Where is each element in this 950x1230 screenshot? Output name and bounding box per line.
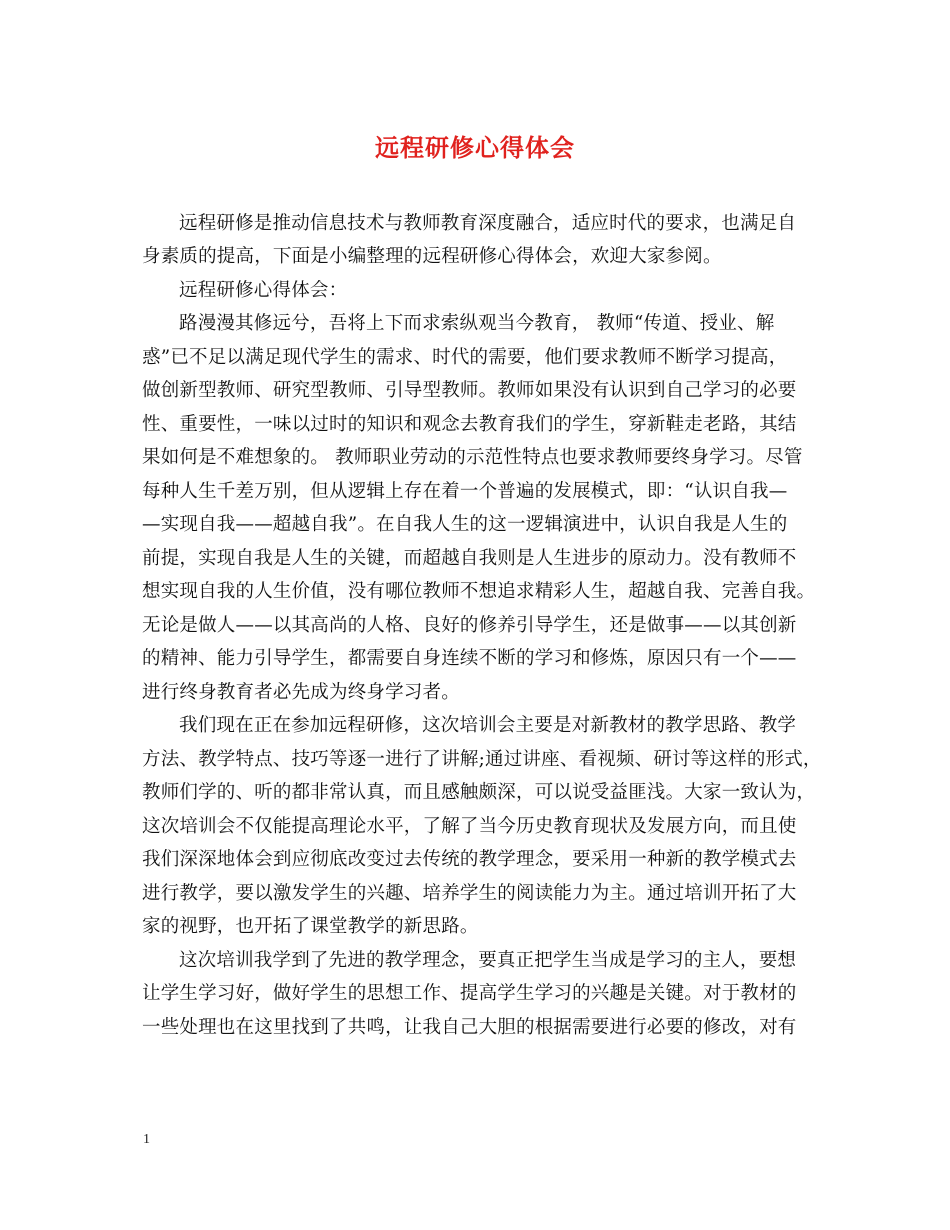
text-line: 我们深深地体会到应彻底改变过去传统的教学理念，要采用一种新的教学模式去 xyxy=(142,849,797,870)
text-line: 我们现在正在参加远程研修，这次培训会主要是对新教材的教学思路、教学 xyxy=(179,715,797,736)
text-line: 教师们学的、听的都非常认真，而且感触颇深，可以说受益匪浅。大家一致认为， xyxy=(142,782,816,803)
text-line: 家的视野，也开拓了课堂教学的新思路。 xyxy=(142,916,479,937)
text-line: 身素质的提高，下面是小编整理的远程研修心得体会，欢迎大家参阅。 xyxy=(142,246,722,267)
text-line: 性、重要性，一味以过时的知识和观念去教育我们的学生，穿新鞋走老路，其结 xyxy=(142,414,797,435)
text-line: 进行教学，要以激发学生的兴趣、培养学生的阅读能力为主。通过培训开拓了大 xyxy=(142,883,797,904)
text-line: 前提，实现自我是人生的关键，而超越自我则是人生进步的原动力。没有教师不 xyxy=(142,548,797,569)
text-line: 远程研修是推动信息技术与教师教育深度融合，适应时代的要求，也满足自 xyxy=(179,213,797,234)
text-line: 进行终身教育者必先成为终身学习者。 xyxy=(142,682,460,703)
text-line: 做创新型教师、研究型教师、引导型教师。教师如果没有认识到自己学习的必要 xyxy=(142,380,797,401)
text-line: 果如何是不难想象的。 教师职业劳动的示范性特点也要求教师要终身学习。尽管 xyxy=(142,447,803,468)
text-line: 让学生学习好，做好学生的思想工作、提高学生学习的兴趣是关键。对于教材的 xyxy=(142,983,797,1004)
text-line: 惑”已不足以满足现代学生的需求、时代的需要，他们要求教师不断学习提高， xyxy=(142,347,788,368)
text-line: 远程研修心得体会： xyxy=(179,280,348,301)
text-line: 这次培训我学到了先进的教学理念，要真正把学生当成是学习的主人，要想 xyxy=(179,950,797,971)
text-line: 想实现自我的人生价值，没有哪位教师不想追求精彩人生，超越自我、完善自我。 xyxy=(142,581,816,602)
text-line: —实现自我——超越自我”。在自我人生的这一逻辑演进中，认识自我是人生的 xyxy=(142,514,788,535)
text-line: 每种人生千差万别，但从逻辑上存在着一个普遍的发展模式，即：“认识自我— xyxy=(142,481,788,502)
text-line: 的精神、能力引导学生，都需要自身连续不断的学习和修炼，原因只有一个—— xyxy=(142,648,797,669)
document-title: 远程研修心得体会 xyxy=(375,133,575,162)
text-line: 路漫漫其修远兮，吾将上下而求索纵观当今教育， 教师“传道、授业、解 xyxy=(179,313,775,334)
text-line: 一些处理也在这里找到了共鸣，让我自己大胆的根据需要进行必要的修改，对有 xyxy=(142,1017,797,1038)
text-line: 方法、教学特点、技巧等逐一进行了讲解;通过讲座、看视频、研讨等这样的形式， xyxy=(142,749,822,770)
text-line: 无论是做人——以其高尚的人格、良好的修养引导学生，还是做事——以其创新 xyxy=(142,615,797,636)
text-line: 这次培训会不仅能提高理论水平，了解了当今历史教育现状及发展方向，而且使 xyxy=(142,816,797,837)
page-number: 1 xyxy=(143,1132,150,1147)
